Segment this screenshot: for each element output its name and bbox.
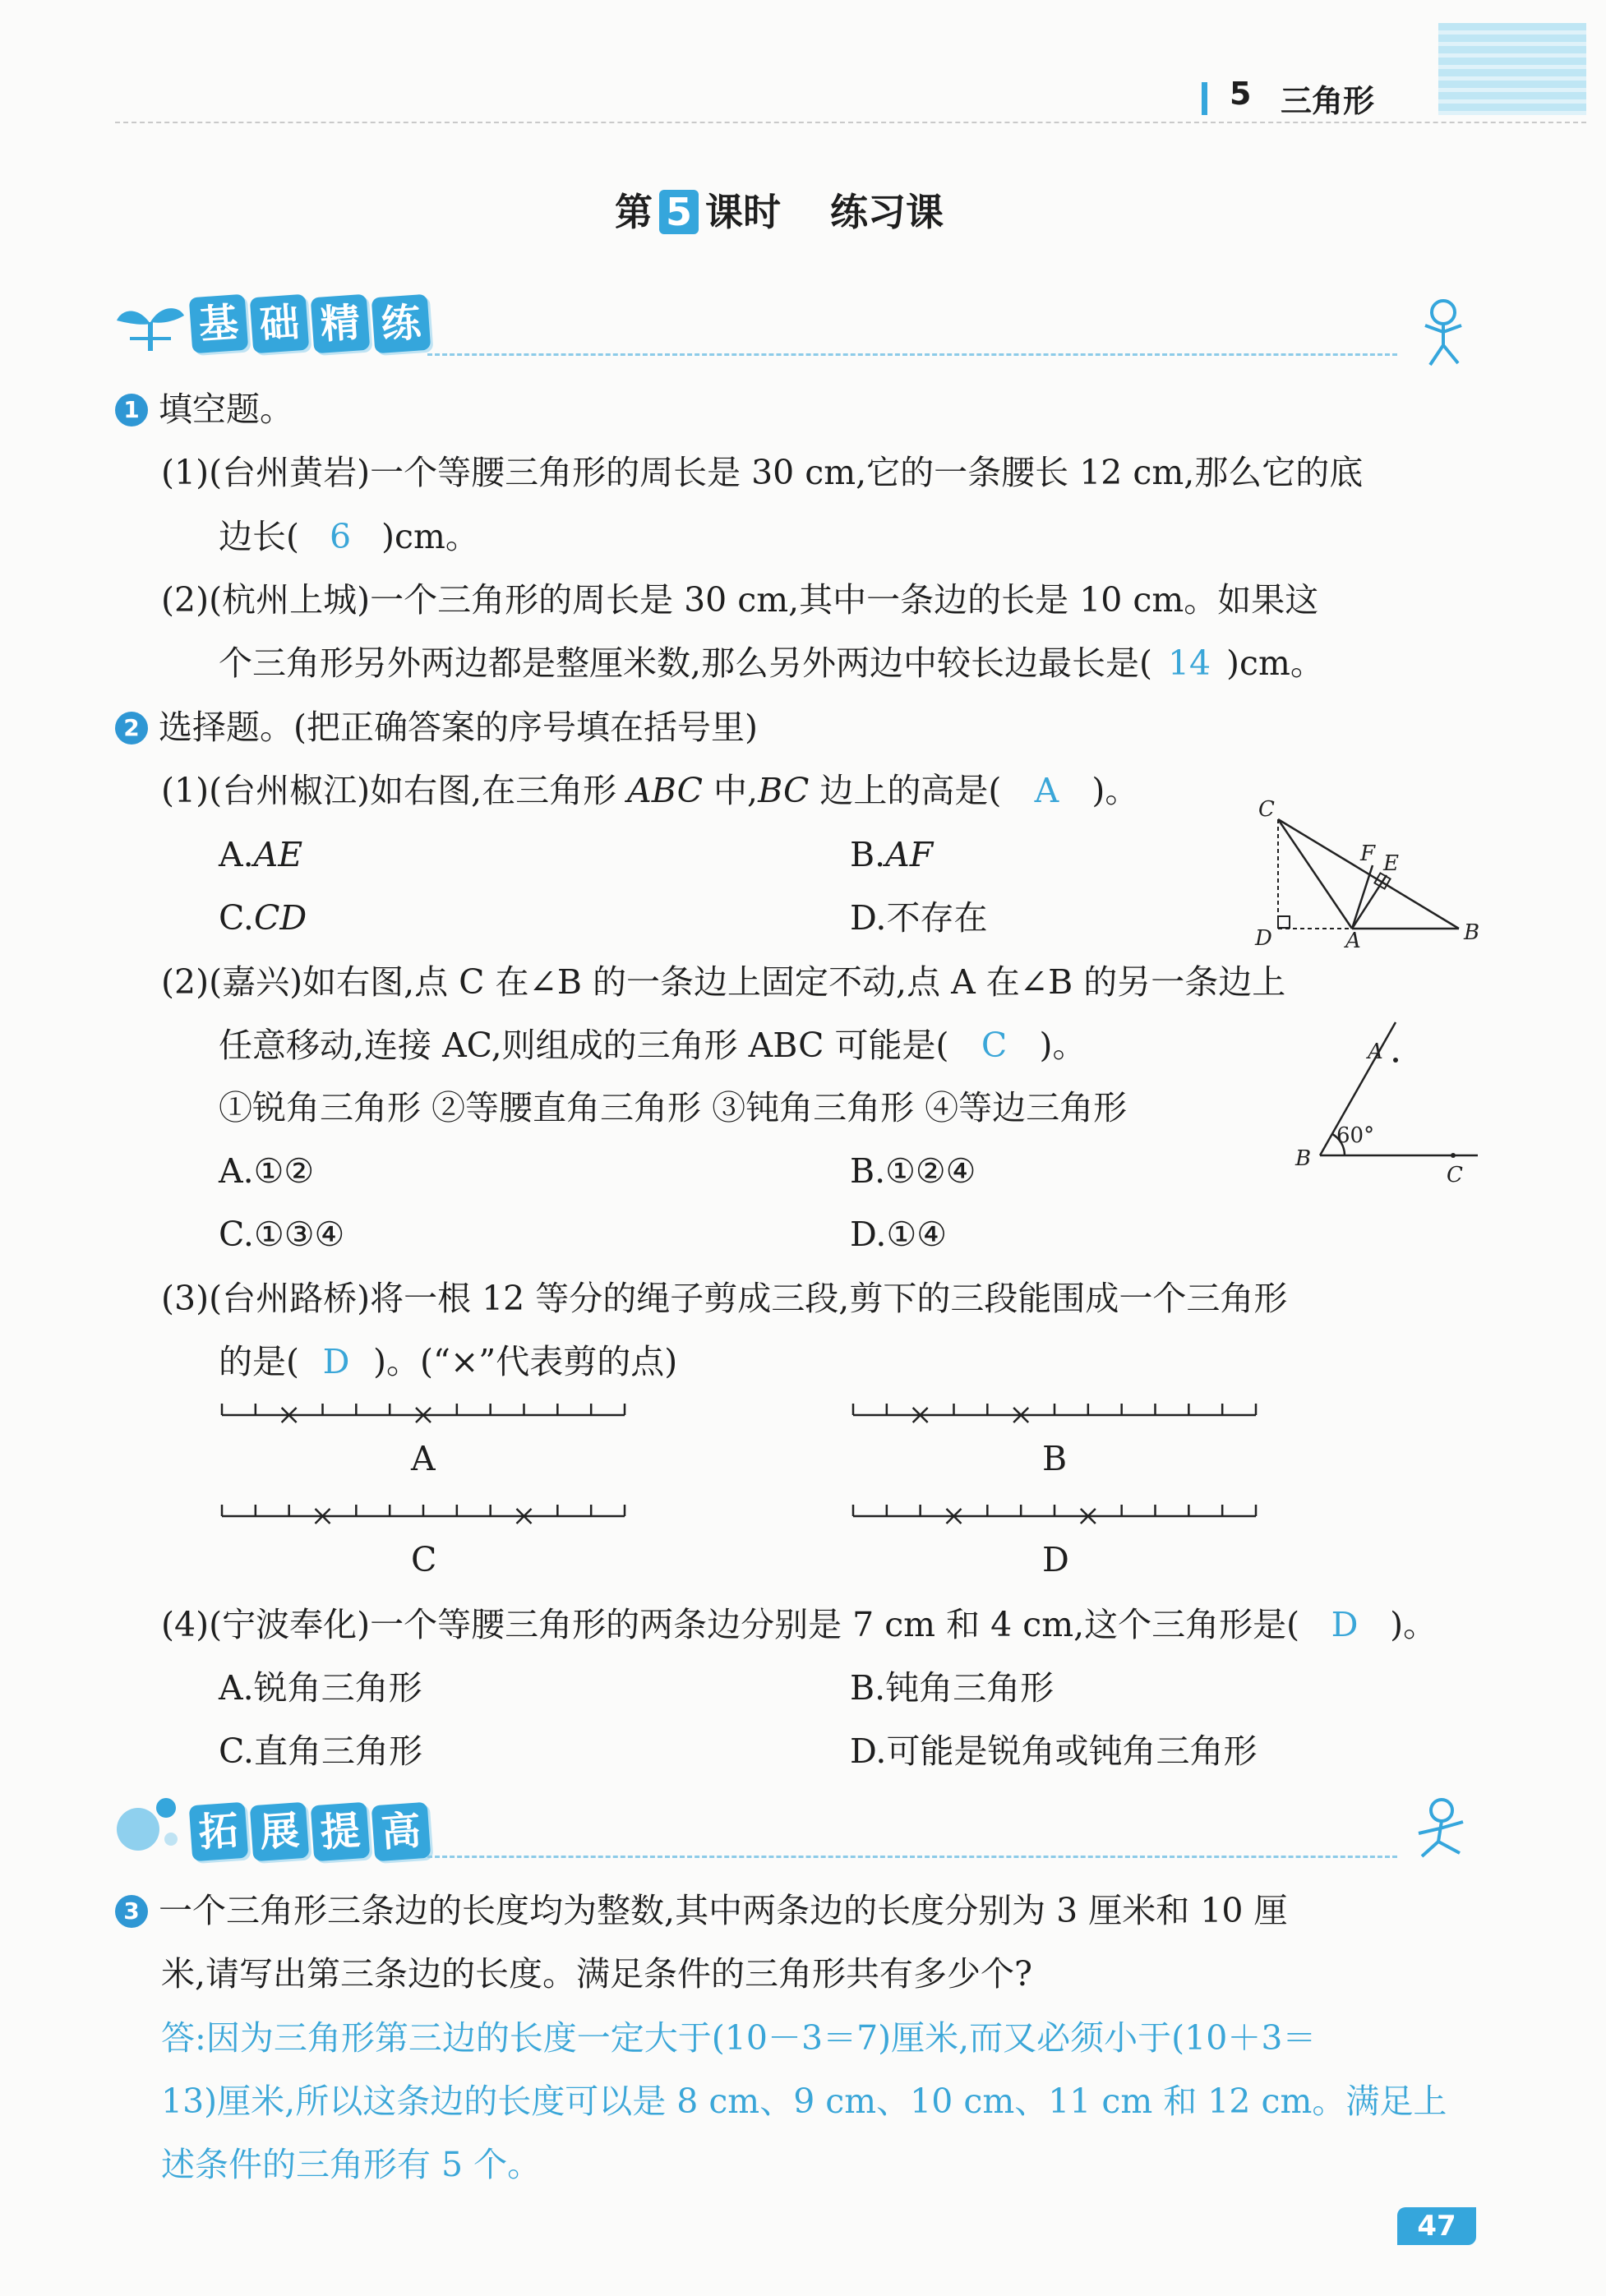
q1-p2-answer: 14 xyxy=(1167,643,1211,683)
q2-s2-text-b: )。 xyxy=(1039,1026,1087,1065)
q3-text-1: 一个三角形三条边的长度均为整数,其中两条边的长度分别为 3 厘米和 10 厘 xyxy=(159,1891,1288,1930)
q2-s2-option-d: D.①④ xyxy=(850,1215,947,1254)
q1-p2-line2 xyxy=(219,639,1324,688)
rope-label-b: B xyxy=(1042,1439,1068,1478)
q1-p1-line2 xyxy=(219,512,479,561)
fig2-label-b: B xyxy=(1295,1146,1312,1171)
fig1-label-c: C xyxy=(1258,797,1275,822)
page-number: 47 xyxy=(1397,2207,1476,2245)
q2-s1-text-a: (1)(台州椒江)如右图,在三角形 xyxy=(161,771,628,810)
q2-s1-line xyxy=(161,766,1138,815)
section-basic-char-2: 础 xyxy=(250,294,310,354)
q2-s4-line xyxy=(161,1600,1437,1649)
q2-number: 2 xyxy=(115,712,148,745)
bubbles-icon xyxy=(110,1791,184,1857)
chapter-title: 三角形 xyxy=(1281,83,1375,119)
section-basic-title xyxy=(191,296,429,352)
q2-s3-line2 xyxy=(219,1337,677,1386)
q1-p2-line1: (2)(杭州上城)一个三角形的周长是 30 cm,其中一条边的长是 10 cm。如果这 xyxy=(161,580,1319,620)
lesson-suffix: 课时 xyxy=(705,190,781,234)
section-basic-char-3: 精 xyxy=(311,294,371,354)
q2-s4-option-d: D.可能是锐角或钝角三角形 xyxy=(850,1731,1258,1771)
q2-s1-option-d: D.不存在 xyxy=(850,898,988,938)
rope-label-a: A xyxy=(411,1439,436,1478)
q3-answer-line1: 答:因为三角形第三边的长度一定大于(10－3＝7)厘米,而又必须小于(10＋3＝ xyxy=(161,2018,1317,2058)
q1-p1-answer: 6 xyxy=(329,517,352,556)
fig1-label-f: F xyxy=(1360,841,1376,866)
q2-s4-option-a: A.锐角三角形 xyxy=(219,1668,422,1708)
chapter-number: 5 xyxy=(1230,76,1252,112)
q2-s2-answer: C xyxy=(981,1026,1008,1065)
q2-s1-option-c: C.CD xyxy=(219,898,307,938)
q2-s4-text-end: )。 xyxy=(1390,1605,1438,1644)
q2-s2-text-a: 任意移动,连接 AC,则组成的三角形 ABC 可能是( xyxy=(219,1026,949,1065)
fig1-label-e: E xyxy=(1383,851,1399,876)
q3-answer-line3: 述条件的三角形有 5 个。 xyxy=(161,2145,542,2184)
lesson-prefix: 第 xyxy=(615,190,653,234)
lesson-number: 5 xyxy=(659,190,699,234)
rope-d xyxy=(850,1498,1261,1531)
q2-s1-abc: ABC xyxy=(627,771,704,810)
lesson-type: 练习课 xyxy=(830,190,944,234)
section-extend-char-2: 展 xyxy=(250,1802,310,1862)
q2-s4-text: (4)(宁波奉化)一个等腰三角形的两条边分别是 7 cm 和 4 cm,这个三角形是( xyxy=(161,1605,1300,1644)
running-kid-icon xyxy=(1405,1796,1479,1861)
q2-title-text: 选择题。(把正确答案的序号填在括号里) xyxy=(159,708,759,747)
kid-figure-icon xyxy=(1410,296,1476,370)
sprout-icon xyxy=(113,297,187,355)
q2-s1-text-c: 边上的高是( xyxy=(809,771,1002,810)
q2-s3-text-b: )。(“×”代表剪的点) xyxy=(373,1342,678,1381)
q3-line1 xyxy=(115,1886,1287,1935)
lesson-title xyxy=(615,182,944,237)
q1-p1-line1: (1)(台州黄岩)一个等腰三角形的周长是 30 cm,它的一条腰长 12 cm,那么它的底 xyxy=(161,453,1364,492)
triangle-abc-figure xyxy=(1245,793,1492,949)
q3-line2: 米,请写出第三条边的长度。满足条件的三角形共有多少个? xyxy=(161,1954,1033,1994)
q1-p2-text-b: )cm。 xyxy=(1226,643,1324,683)
section-extend-divider xyxy=(427,1856,1397,1858)
fig2-label-a: A xyxy=(1368,1040,1383,1064)
fig1-label-a: A xyxy=(1345,929,1361,949)
q2-s2-option-b: B.①②④ xyxy=(850,1151,976,1191)
fig2-label-angle: 60° xyxy=(1336,1123,1375,1148)
header-bar xyxy=(1202,82,1207,115)
q1-p2-text-a: 个三角形另外两边都是整厘米数,那么另外两边中较长边最长是( xyxy=(219,643,1153,683)
q2-s2-option-a: A.①② xyxy=(219,1151,315,1191)
q1-p1-text-a: 边长( xyxy=(219,517,299,556)
q2-s2-items: ①锐角三角形 ②等腰直角三角形 ③钝角三角形 ④等边三角形 xyxy=(219,1088,1128,1127)
rope-label-c: C xyxy=(411,1540,437,1579)
rope-a xyxy=(219,1397,630,1430)
fig1-label-b: B xyxy=(1464,920,1480,945)
q2-title xyxy=(115,703,758,752)
rope-c xyxy=(219,1498,630,1531)
header-stripes xyxy=(1438,23,1586,115)
section-extend-char-1: 拓 xyxy=(189,1802,249,1862)
q2-s4-answer: D xyxy=(1331,1605,1359,1644)
q2-s3-line1: (3)(台州路桥)将一根 12 等分的绳子剪成三段,剪下的三段能围成一个三角形 xyxy=(161,1279,1288,1318)
section-basic-char-4: 练 xyxy=(372,294,431,354)
q2-s1-option-a: A.AE xyxy=(219,835,303,874)
q2-s1-answer: A xyxy=(1034,771,1059,810)
angle-b-figure xyxy=(1290,1011,1488,1192)
q2-s1-bc: BC xyxy=(758,771,810,810)
q2-s1-option-b: B.AF xyxy=(850,835,934,874)
q2-s1-text-d: )。 xyxy=(1091,771,1139,810)
q1-p1-text-b: )cm。 xyxy=(381,517,479,556)
q3-number: 3 xyxy=(115,1895,148,1928)
q1-number: 1 xyxy=(115,394,148,426)
rope-b xyxy=(850,1397,1261,1430)
q1-title xyxy=(115,385,293,434)
q2-s2-line1: (2)(嘉兴)如右图,点 C 在∠B 的一条边上固定不动,点 A 在∠B 的另一条边上 xyxy=(161,962,1286,1002)
section-extend-title xyxy=(191,1804,429,1860)
q2-s4-option-b: B.钝角三角形 xyxy=(850,1668,1055,1708)
section-basic-char-1: 基 xyxy=(189,294,249,354)
q1-title-text: 填空题。 xyxy=(159,390,294,429)
q2-s3-text-a: 的是( xyxy=(219,1342,299,1381)
section-basic-divider xyxy=(427,353,1397,356)
header-divider xyxy=(115,122,1586,123)
q2-s1-text-b: 中, xyxy=(703,771,759,810)
section-extend-char-4: 高 xyxy=(372,1802,431,1862)
rope-label-d: D xyxy=(1042,1540,1069,1579)
q3-answer-line2: 13)厘米,所以这条边的长度可以是 8 cm、9 cm、10 cm、11 cm 和 12 cm。满足上 xyxy=(161,2082,1447,2121)
section-extend-char-3: 提 xyxy=(311,1802,371,1862)
q2-s2-line2 xyxy=(219,1021,1087,1070)
q2-s2-option-c: C.①③④ xyxy=(219,1215,345,1254)
fig1-label-d: D xyxy=(1255,926,1272,949)
q2-s3-answer: D xyxy=(322,1342,350,1381)
q2-s4-option-c: C.直角三角形 xyxy=(219,1731,422,1771)
fig2-label-c: C xyxy=(1447,1163,1463,1187)
